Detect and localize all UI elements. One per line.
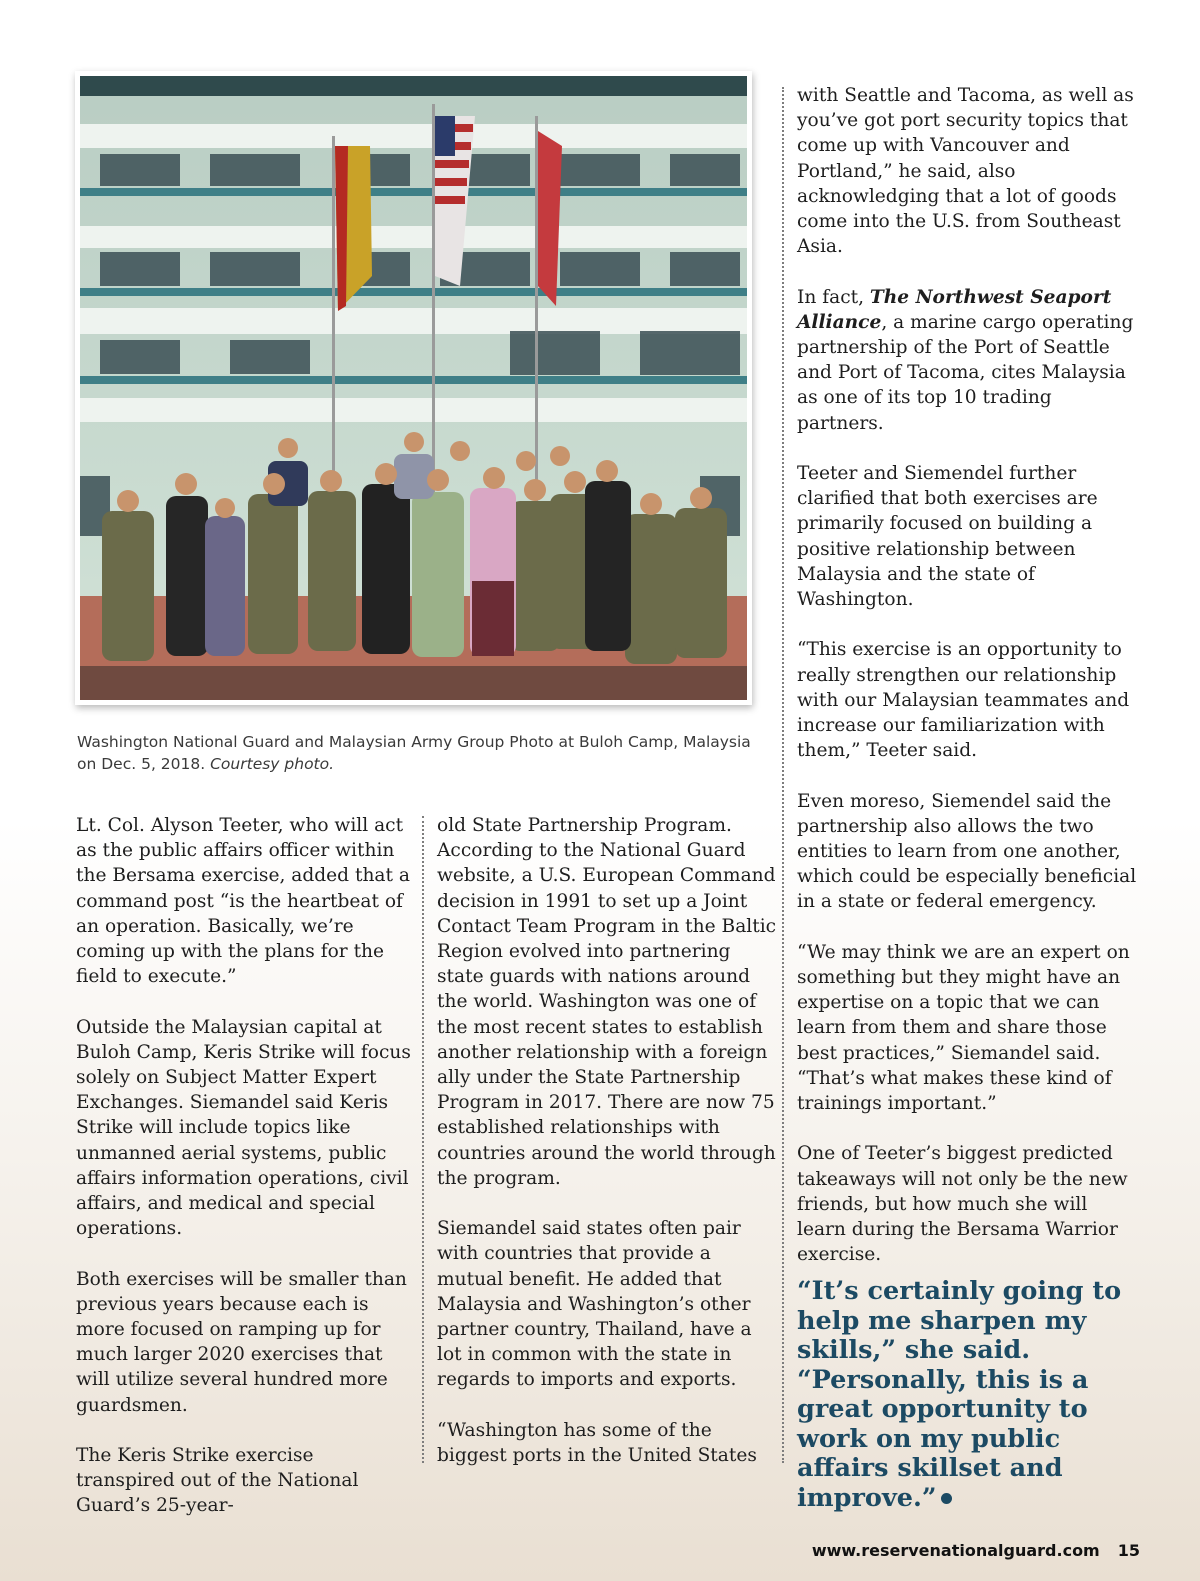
paragraph: with Seattle and Tacoma, as well as you’ve got port security topics that come up with Vancouver and Portland,” he said, also acknowledging that a lot of goods come into the U.S. from Southeast Asia.	[797, 85, 1134, 258]
paragraph: Teeter and Siemendel further clarified that both exercises are primarily focused on building a positive relationship between Malaysia and the state of Washington.	[797, 463, 1098, 611]
paragraph: Both exercises will be smaller than previous years because each is more focused on ramping up for much larger 2020 exercises that will utilize several hundred more guardsmen.	[76, 1268, 407, 1416]
paragraph-seaport-alliance	[797, 285, 1142, 436]
pull-quote-text: “It’s certainly going to help me sharpen my skills,” she said. “Personally, this is a great opportunity to work on my public affairs skillset and improve.”	[797, 1276, 1122, 1513]
paragraph: Even moreso, Siemendel said the partnership also allows the two entities to learn from one another, which could be especially beneficial in a state or federal emergency.	[797, 790, 1137, 913]
text-lead: In fact,	[797, 286, 870, 308]
paragraph: One of Teeter’s biggest predicted takeaways will not only be the new friends, but how much she will learn during the Bersama Warrior exercise.	[797, 1143, 1128, 1266]
article-column-1	[76, 813, 416, 1544]
group-photo	[75, 71, 752, 705]
column-divider-right	[782, 87, 784, 1463]
article-column-2	[437, 813, 777, 1493]
column-divider-left	[422, 816, 424, 1463]
end-bullet-icon	[941, 1493, 952, 1504]
paragraph: Siemandel said states often pair with countries that provide a mutual benefit. He added that Malaysia and Washington’s other partner country, Thailand, have a lot in common with the state in regards to imports and exports.	[437, 1218, 752, 1391]
paragraph: old State Partnership Program. According to the National Guard website, a U.S. European Command decision in 1991 to set up a Joint Contact Team Program in the Baltic Region evolved into partnering state guards with nations around the world. Washington was one of the most recent states to establish another relationship with a foreign ally under the State Partnership Program in 2017. There are now 75 established relationships with countries around the world through the program.	[437, 815, 777, 1189]
caption-text: Washington National Guard and Malaysian Army Group Photo at Buloh Camp, Malaysia on Dec. 5, 2018.	[77, 733, 751, 773]
page-footer	[810, 1541, 1140, 1560]
paragraph: The Keris Strike exercise transpired out of the National Guard’s 25-year-	[76, 1445, 359, 1517]
page-number: 15	[1117, 1541, 1140, 1560]
text-rest: , a marine cargo operating partnership of the Port of Seattle and Port of Tacoma, cites Malaysia as one of its top 10 trading partners.	[797, 311, 1134, 434]
pull-quote	[797, 1277, 1142, 1513]
paragraph: “This exercise is an opportunity to really strengthen our relationship with our Malaysian teammates and increase our familiarization with them,” Teeter said.	[797, 639, 1130, 762]
footer-url: www.reservenationalguard.com	[811, 1541, 1100, 1560]
article-column-3	[797, 83, 1142, 1513]
caption-credit: Courtesy photo.	[210, 755, 335, 773]
organization-name: The Northwest Seaport Alliance	[797, 286, 1112, 333]
paragraph: Lt. Col. Alyson Teeter, who will act as the public affairs officer within the Bersama exercise, added that a command post “is the heartbeat of an operation. Basically, we’re coming up with the plans for the field to execute.”	[76, 815, 410, 988]
paragraph: “We may think we are an expert on something but they might have an expertise on a topic that we can learn from them and share those best practices,” Siemandel said. “That’s what makes these kind of trainings important.”	[797, 941, 1130, 1115]
photo-caption	[77, 731, 767, 775]
group-photo-illustration	[80, 76, 747, 700]
paragraph: Outside the Malaysian capital at Buloh Camp, Keris Strike will focus solely on Subject Matter Expert Exchanges. Siemandel said Keris Strike will include topics like unmanned aerial systems, public affairs information operations, civil affairs, and medical and special operations.	[76, 1016, 411, 1240]
paragraph: “Washington has some of the biggest ports in the United States	[437, 1419, 757, 1467]
